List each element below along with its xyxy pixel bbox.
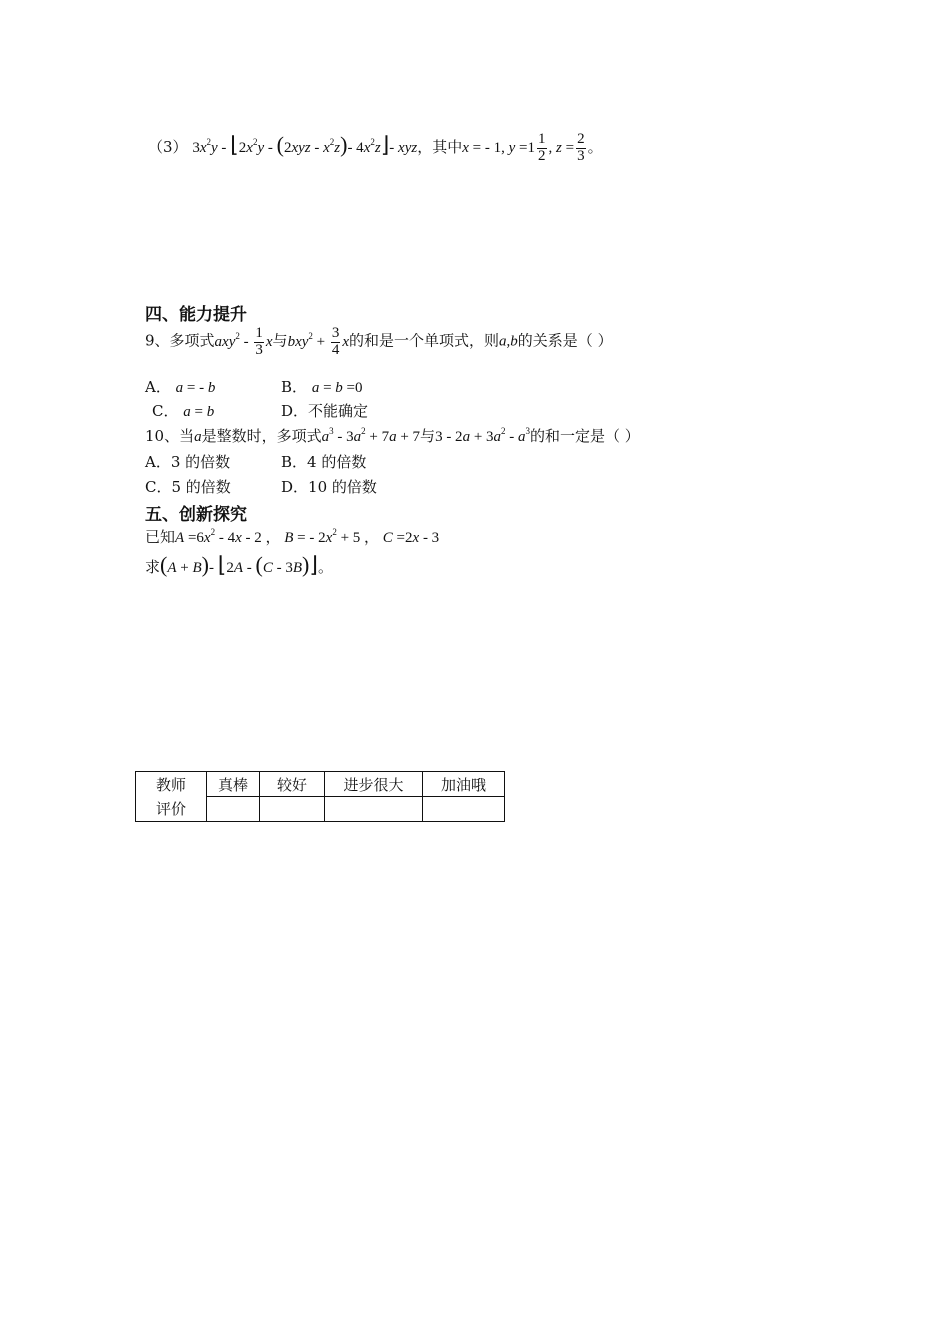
question-9-vars: a,b [499,333,518,350]
option-expression: a = - b [175,380,216,396]
evaluation-cell-great[interactable] [207,797,260,822]
ask-end: 。 [317,558,333,576]
question-3-values: x = - 1, y =1 $\frac{1}{2}$ , z = $\frac{2}{3}$ [462,131,585,165]
given-expressions: $A =6x^2 - 4x - 2$ ， B = - $2x^2 + 5$ ， C =2x - 3 [175,527,440,546]
option-expression: a = b =0 [311,380,363,396]
question-9-text-b: 的关系是（ ） [517,331,613,350]
question-10-join: 与 [420,427,436,445]
evaluation-header-line-2: 评价 [155,799,186,818]
question-10-text-a: 是整数时，多项式 [201,427,322,445]
question-3-end: 。 [587,138,603,156]
option-label: A． [145,378,171,396]
question-9-option-c [152,400,214,421]
question-10-prefix: 10、当 [145,427,195,445]
evaluation-column-keep-going: 加油哦 [423,772,505,797]
question-3-where: ，其中 [417,138,463,156]
option-expression: a = b [183,404,215,420]
ask-label: 求 [145,558,161,576]
question-9-option-d [281,400,368,421]
question-10-option-b [281,451,366,472]
question-10-option-c [145,476,231,497]
question-10 [145,425,640,446]
question-10-option-a [145,451,230,472]
section-5-given [145,526,439,547]
question-9 [145,326,613,359]
question-3-prefix: （3） [148,138,188,156]
given-label: 已知 [145,528,176,546]
option-label: D． [281,478,309,496]
teacher-evaluation-table [135,771,505,822]
option-label: B． [281,453,308,471]
evaluation-header-cell [136,772,207,822]
option-label: D． [281,402,309,420]
evaluation-cell-keep-going[interactable] [423,797,505,822]
question-10-text-b: 的和一定是（ ） [530,427,640,445]
evaluation-column-good: 较好 [260,772,325,797]
option-label: A． [145,453,171,471]
question-10-poly-1: $a^3 - 3a^2 + 7a + 7$ [321,426,421,445]
section-5-ask [145,552,333,578]
option-label: C． [152,402,179,420]
evaluation-column-big-progress: 进步很大 [325,772,423,797]
question-9-option-a [145,376,215,397]
option-label: C． [145,478,172,496]
question-9-option-b [281,376,363,397]
evaluation-cell-big-progress[interactable] [325,797,423,822]
question-3 [148,132,603,165]
option-text: 5 的倍数 [171,478,231,496]
question-9-join: 与 [272,331,288,350]
question-9-prefix: 9、多项式 [145,331,215,350]
evaluation-cell-good[interactable] [260,797,325,822]
evaluation-column-great: 真棒 [207,772,260,797]
question-9-poly-2: bxy$^2$ + $\frac{3}{4}$ x [287,325,350,358]
question-10-poly-2: $3 - 2a + 3a^2 - a^3$ [435,426,531,445]
option-label: B． [281,378,308,396]
option-text: 4 的倍数 [307,453,367,471]
question-10-option-d [281,476,377,497]
option-text: 3 的倍数 [170,453,231,471]
question-10-var: a [194,429,202,445]
option-text: 10 的倍数 [308,478,377,496]
question-3-expression: $3x^2y$ - $⌊2x^2y - (2xyz - x^2z)-$ $4x^2z⌋-$ xyz [192,132,418,157]
evaluation-header-line-1: 教师 [155,775,186,794]
option-text: 不能确定 [308,402,369,420]
ask-expression: (A + B)- ⌊2A - (C - 3B)⌋ [160,552,318,577]
question-9-poly-1: axy$^2$ - $\frac{1}{3}$ x [214,325,273,358]
section-5-heading: 五、创新探究 [145,505,247,525]
section-4-heading: 四、能力提升 [145,305,247,325]
question-9-text-a: 的和是一个单项式，则 [349,331,500,350]
